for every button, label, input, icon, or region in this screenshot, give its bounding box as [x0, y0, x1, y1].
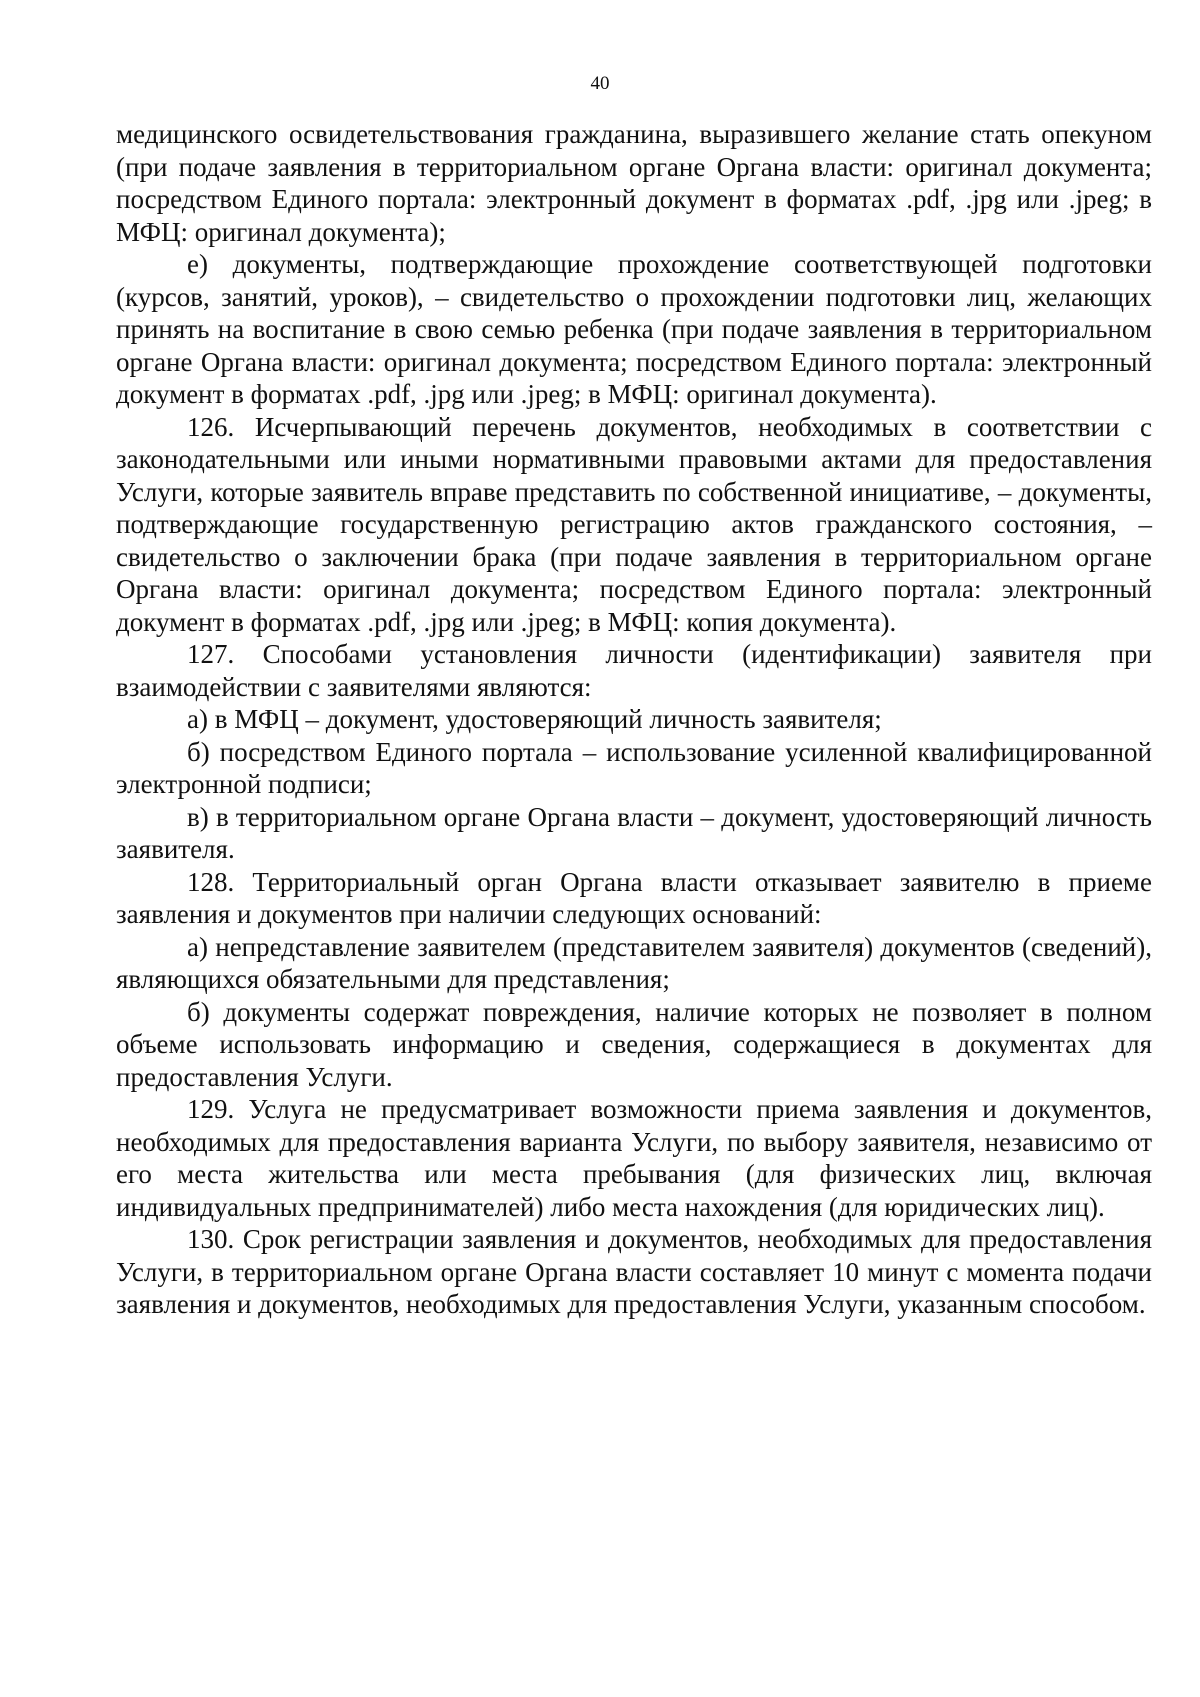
- paragraph-127-v: в) в территориальном органе Органа власти – документ, удостоверяющий личность заявителя.: [116, 801, 1152, 864]
- paragraph-127: 127. Способами установления личности (идентификации) заявителя при взаимодействии с заявителями являются:: [116, 639, 1152, 702]
- paragraph-item-e: е) документы, подтверждающие прохождение соответствующей подготовки (курсов, занятий, уроков), – свидетельство о прохождении подготовки лиц, желающих принять на воспитание в свою семью ребенка (при подаче заявления в территориальном органе Органа власти: оригинал документа; посредством Единого портала: электронный документ в форматах .pdf, .jpg или .jpeg; в МФЦ: оригинал документа).: [116, 249, 1152, 409]
- paragraph-126: 126. Исчерпывающий перечень документов, необходимых в соответствии с законодательными или иными нормативными правовыми актами для предоставления Услуги, которые заявитель вправе представить по собственной инициативе, – документы, подтверждающие государственную регистрацию актов гражданского состояния, – свидетельство о заключении брака (при подаче заявления в территориальном органе Органа власти: оригинал документа; посредством Единого портала: электронный документ в форматах .pdf, .jpg или .jpeg; в МФЦ: копия документа).: [116, 411, 1152, 637]
- paragraph-128-a: а) непредставление заявителем (представителем заявителя) документов (сведений), являющихся обязательными для представления;: [116, 931, 1152, 994]
- paragraph-130: 130. Срок регистрации заявления и документов, необходимых для предоставления Услуги, в территориальном органе Органа власти составляет 10 минут с момента подачи заявления и документов, необходимых для предоставления Услуги, указанным способом.: [116, 1224, 1152, 1319]
- paragraph-127-b: б) посредством Единого портала – использование усиленной квалифицированной электронной подписи;: [116, 736, 1152, 799]
- document-body: [116, 118, 1152, 1321]
- page-number: 40: [590, 73, 610, 94]
- paragraph-128: 128. Территориальный орган Органа власти отказывает заявителю в приеме заявления и документов при наличии следующих оснований:: [116, 866, 1152, 929]
- paragraph-continuation: медицинского освидетельствования гражданина, выразившего желание стать опекуном (при подаче заявления в территориальном органе Органа власти: оригинал документа; посредством Единого портала: электронный документ в форматах .pdf, .jpg или .jpeg; в МФЦ: оригинал документа);: [116, 119, 1152, 247]
- paragraph-129: 129. Услуга не предусматривает возможности приема заявления и документов, необходимых для предоставления варианта Услуги, по выбору заявителя, независимо от его места жительства или места пребывания (для физических лиц, включая индивидуальных предпринимателей) либо места нахождения (для юридических лиц).: [116, 1094, 1152, 1222]
- paragraph-127-a: а) в МФЦ – документ, удостоверяющий личность заявителя;: [187, 704, 882, 734]
- paragraph-128-b: б) документы содержат повреждения, наличие которых не позволяет в полном объеме использовать информацию и сведения, содержащиеся в документах для предоставления Услуги.: [116, 996, 1152, 1092]
